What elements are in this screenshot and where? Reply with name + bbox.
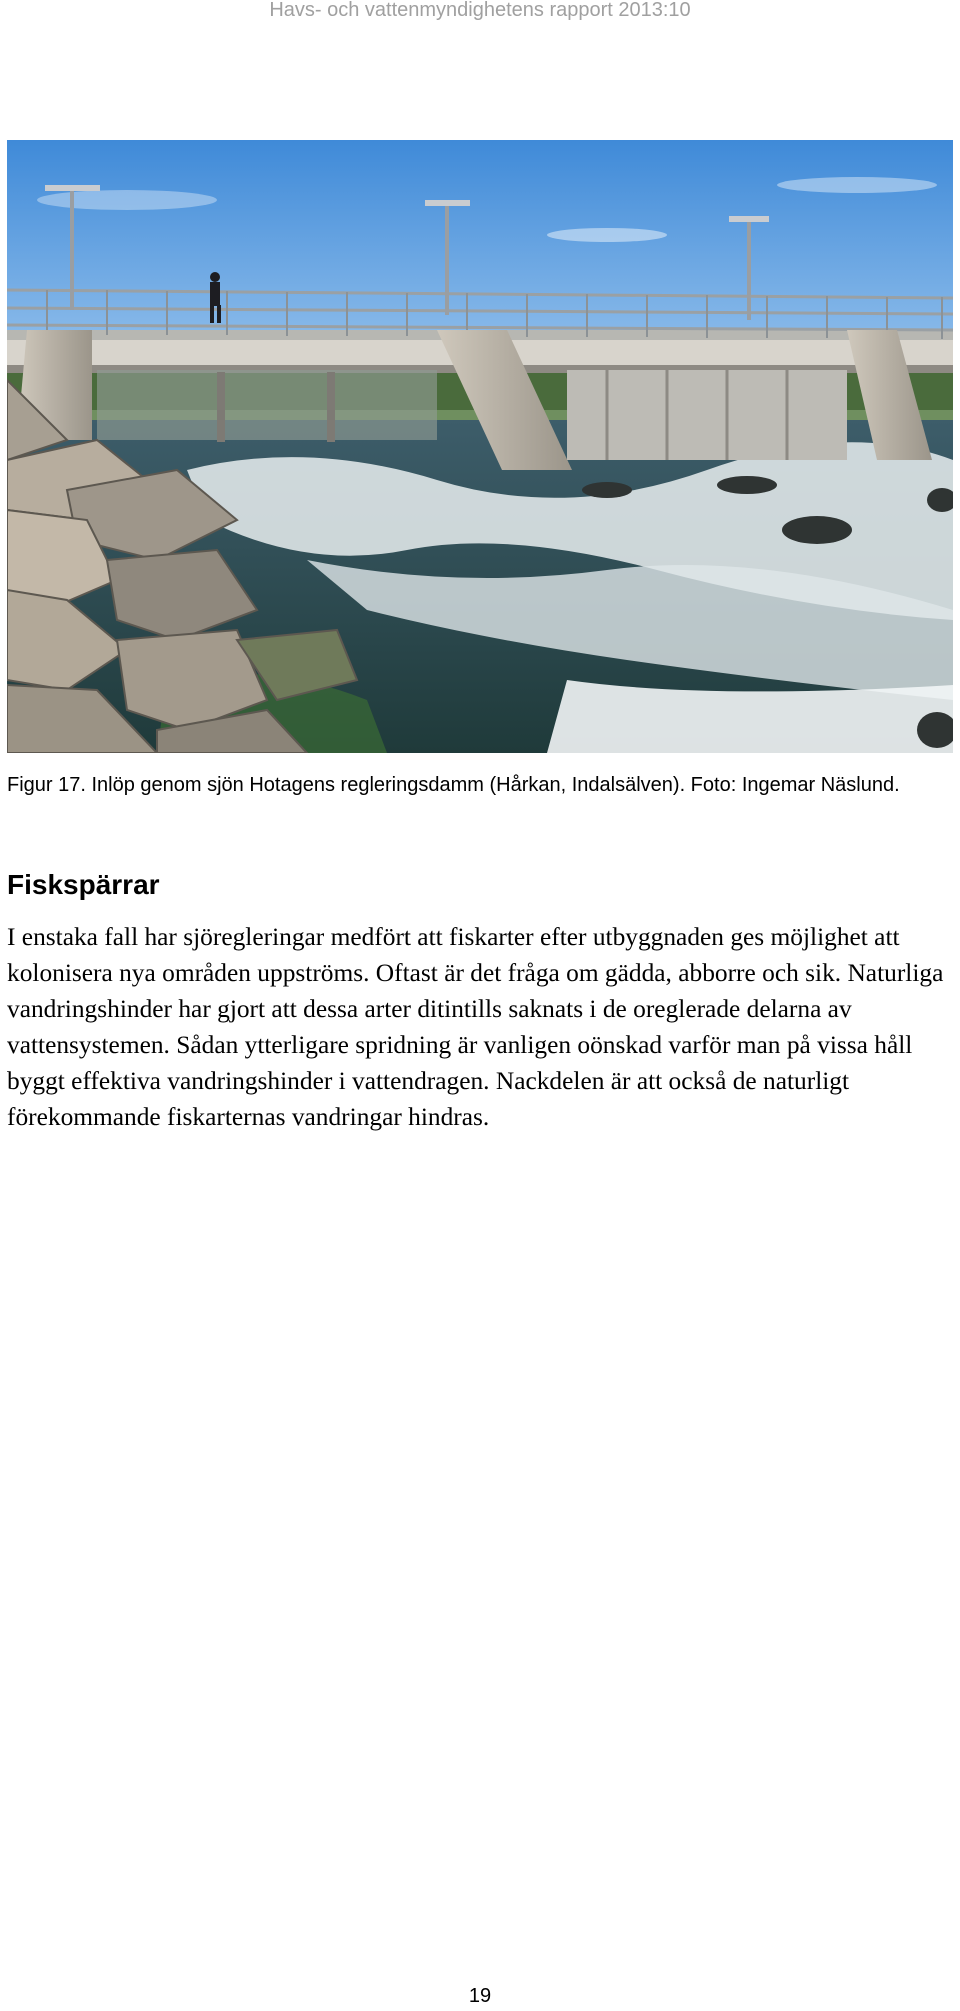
figure-caption: Figur 17. Inlöp genom sjön Hotagens regleringsdamm (Hårkan, Indalsälven). Foto: Ingemar Näslund. bbox=[7, 774, 900, 796]
dam-photo bbox=[7, 140, 953, 753]
body-paragraph: I enstaka fall har sjöregleringar medfört att fiskarter efter utbyggnaden ges möjlighet att kolonisera nya områden uppströms. Oftast är det fråga om gädda, abborre och sik. Naturliga vandringshinder har gjort att dessa arter ditintills saknats i de oreglerade delarna av vattensystemen. Sådan ytterligare spridning är vanligen oönskad varför man på vissa håll byggt effektiva vandringshinder i vattendragen. Nackdelen är att också de naturligt förekommande fiskarternas vandringar hindras. bbox=[7, 923, 944, 1131]
running-header: Havs- och vattenmyndighetens rapport 2013:10 bbox=[269, 0, 691, 21]
page-number: 19 bbox=[468, 1985, 492, 2007]
dam-photo-illustration bbox=[7, 140, 953, 753]
section-heading: Fiskspärrar bbox=[7, 869, 160, 900]
